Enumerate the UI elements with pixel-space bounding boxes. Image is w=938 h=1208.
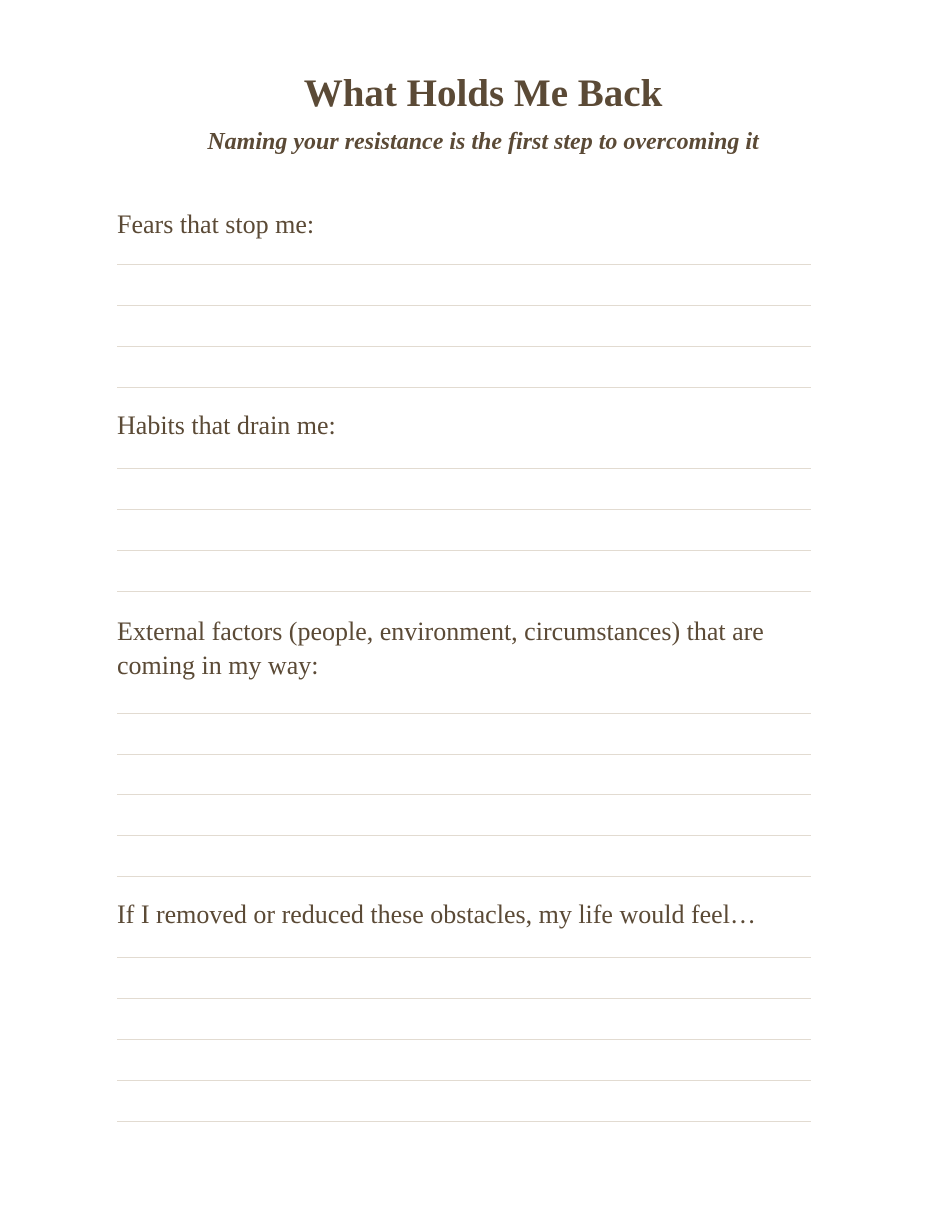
writing-line[interactable]: [117, 998, 811, 999]
writing-line[interactable]: [117, 835, 811, 836]
writing-line[interactable]: [117, 876, 811, 877]
writing-line[interactable]: [117, 591, 811, 592]
section-fears: [117, 208, 811, 422]
writing-line[interactable]: [117, 754, 811, 755]
writing-line[interactable]: [117, 794, 811, 795]
writing-line[interactable]: [117, 509, 811, 510]
section-prompt: If I removed or reduced these obstacles, my life would feel…: [117, 900, 756, 929]
writing-line[interactable]: [117, 1121, 811, 1122]
writing-lines[interactable]: [117, 242, 811, 422]
writing-line[interactable]: [117, 346, 811, 347]
writing-line[interactable]: [117, 468, 811, 469]
section-prompt: Fears that stop me:: [117, 210, 315, 239]
section-external-factors: [117, 615, 811, 883]
writing-lines[interactable]: [117, 443, 811, 623]
writing-line[interactable]: [117, 957, 811, 958]
writing-line[interactable]: [117, 550, 811, 551]
section-prompt: Habits that drain me:: [117, 411, 336, 440]
section-habits: [117, 409, 811, 623]
page-title: What Holds Me Back: [303, 72, 663, 115]
section-life-would-feel: [117, 898, 811, 1132]
section-prompt: External factors (people, environment, circumstances) that are coming in my way:: [117, 617, 764, 680]
writing-line[interactable]: [117, 387, 811, 388]
writing-line[interactable]: [117, 1039, 811, 1040]
writing-lines[interactable]: [117, 932, 811, 1132]
writing-line[interactable]: [117, 264, 811, 265]
writing-line[interactable]: [117, 713, 811, 714]
page-subtitle: Naming your resistance is the first step to overcoming it: [207, 129, 759, 155]
writing-line[interactable]: [117, 1080, 811, 1081]
writing-line[interactable]: [117, 305, 811, 306]
writing-lines[interactable]: [117, 683, 811, 883]
